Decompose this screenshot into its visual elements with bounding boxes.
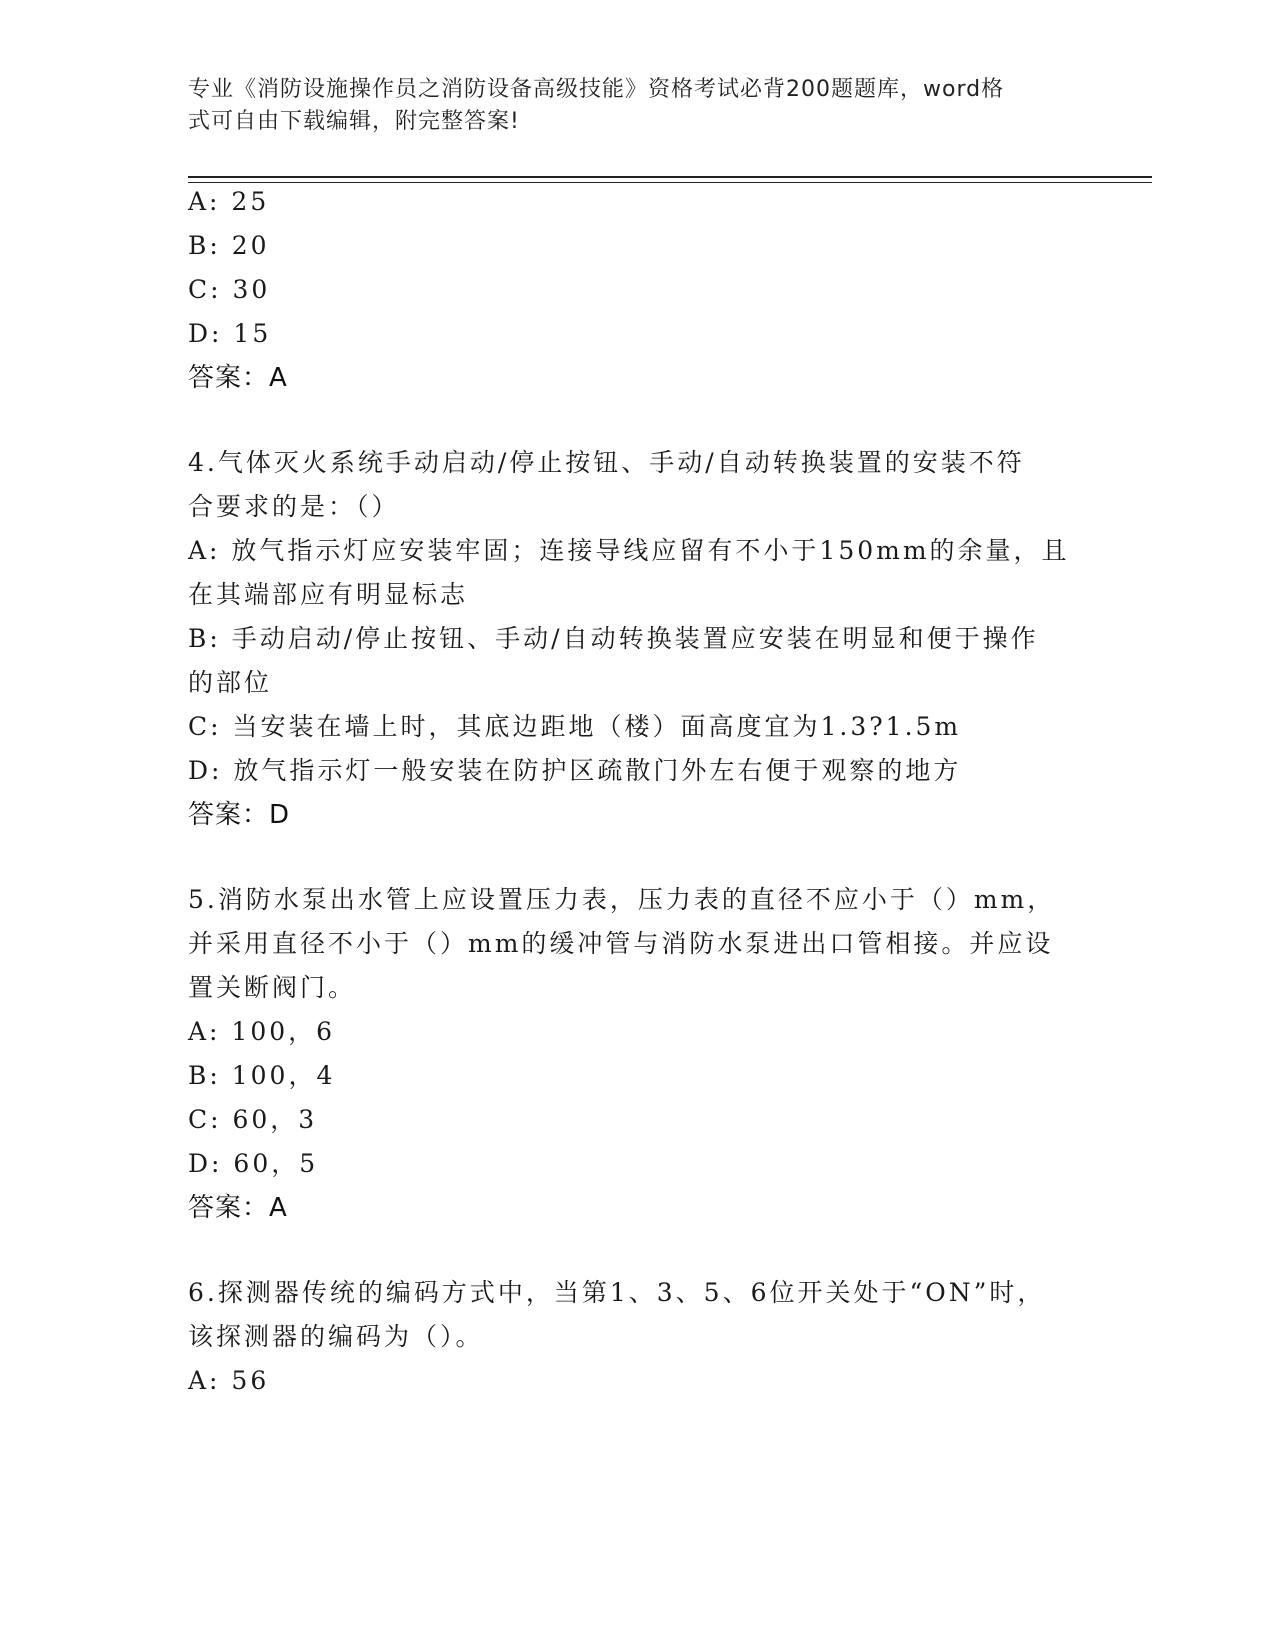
- q6-option-a: A: 56: [188, 1366, 270, 1395]
- q4-option-b-line-2: 的部位: [188, 668, 273, 697]
- q5-option-a: A: 100，6: [188, 1017, 336, 1046]
- q4-option-b-line-1: B: 手动启动/停止按钮、手动/自动转换装置应安装在明显和便于操作: [188, 624, 1039, 653]
- q5-stem-line-2: 并采用直径不小于（）mm的缓冲管与消防水泵进出口管相接。并应设: [188, 929, 1054, 958]
- q4-stem-line-2: 合要求的是：（）: [188, 492, 400, 521]
- header-divider-thin: [188, 182, 1152, 183]
- q5-option-b: B: 100，4: [188, 1061, 336, 1090]
- q3-option-a: A: 25: [188, 187, 270, 216]
- header-divider-thick: [188, 176, 1152, 178]
- q4-answer: 答案：D: [188, 800, 291, 830]
- q3-option-c: C: 30: [188, 275, 271, 304]
- q5-answer: 答案：A: [188, 1193, 288, 1223]
- header-line-2: 式可自由下载编辑，附完整答案!: [188, 109, 520, 134]
- q3-option-b: B: 20: [188, 231, 270, 260]
- q4-option-d: D: 放气指示灯一般安装在防护区疏散门外左右便于观察的地方: [188, 756, 962, 785]
- q4-option-a-line-1: A: 放气指示灯应安装牢固；连接导线应留有不小于150mm的余量，且: [188, 536, 1070, 565]
- q3-answer: 答案：A: [188, 363, 288, 393]
- q5-option-d: D: 60，5: [188, 1149, 319, 1178]
- q4-stem-line-1: 4.气体灭火系统手动启动/停止按钮、手动/自动转换装置的安装不符: [188, 448, 1025, 477]
- q4-option-c: C: 当安装在墙上时，其底边距地（楼）面高度宜为1.3?1.5m: [188, 712, 962, 741]
- q6-stem-line-2: 该探测器的编码为（）。: [188, 1322, 484, 1351]
- q6-stem-line-1: 6.探测器传统的编码方式中，当第1、3、5、6位开关处于“ON”时，: [188, 1278, 1046, 1307]
- document-header: [188, 74, 1088, 138]
- q4-option-a-line-2: 在其端部应有明显标志: [188, 580, 469, 609]
- header-line-1: 专业《消防设施操作员之消防设备高级技能》资格考试必背200题题库，word格: [188, 77, 1005, 102]
- q5-option-c: C: 60，3: [188, 1105, 318, 1134]
- q5-stem-line-3: 置关断阀门。: [188, 973, 357, 1002]
- q3-option-d: D: 15: [188, 319, 272, 348]
- q5-stem-line-1: 5.消防水泵出水管上应设置压力表，压力表的直径不应小于（）mm，: [188, 885, 1056, 914]
